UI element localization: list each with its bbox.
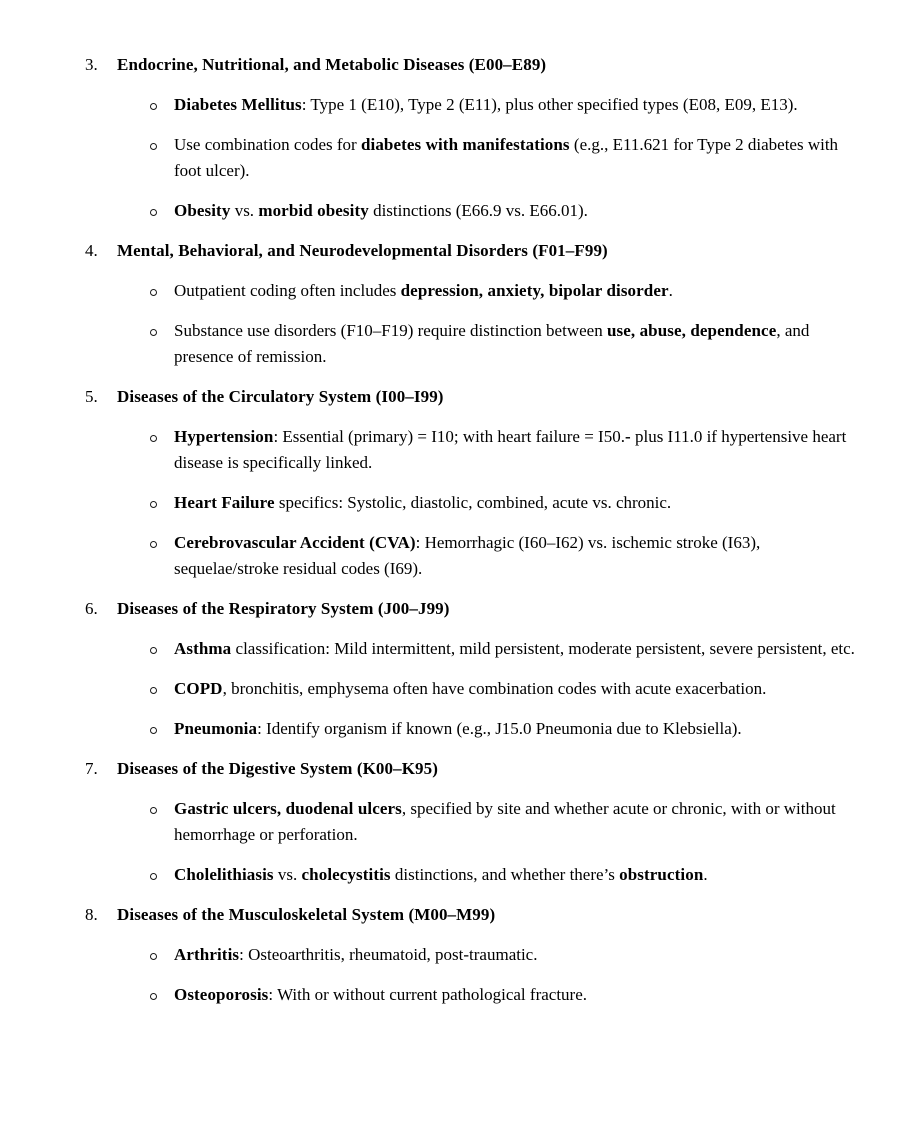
list-section [85,384,862,582]
bullet-item [85,530,862,582]
circle-bullet-icon [150,953,157,960]
bold-text: obstruction [619,865,704,884]
circle-bullet-icon [150,873,157,880]
plain-text: specifics: Systolic, diastolic, combined, acute vs. chronic. [274,493,672,512]
bullet-text [174,982,856,1008]
plain-text: : Osteoarthritis, rheumatoid, post-traumatic. [239,945,538,964]
bullet-item [85,198,862,224]
plain-text: distinctions (E66.9 vs. E66.01). [368,201,588,220]
circle-bullet-icon [150,727,157,734]
bold-text: Asthma [174,639,232,658]
plain-text: vs. [273,865,302,884]
circle-bullet-icon [150,329,157,336]
section-number: 6. [85,599,98,618]
bold-text: Arthritis [174,945,240,964]
bullet-group [85,278,862,370]
plain-text: : Identify organism if known (e.g., J15.0 Pneumonia due to Klebsiella). [257,719,742,738]
bullet-text [174,132,856,184]
bullet-item [85,92,862,118]
circle-bullet-icon [150,143,157,150]
section-number: 4. [85,241,98,260]
bullet-item [85,278,862,304]
circle-bullet-icon [150,687,157,694]
circle-bullet-icon [150,541,157,548]
plain-text: , bronchitis, emphysema often have combination codes with acute exacerbation. [222,679,767,698]
bullet-text [174,862,856,888]
list-section [85,902,862,1008]
section-header: Mental, Behavioral, and Neurodevelopmental Disorders (F01–F99) [117,241,608,260]
circle-bullet-icon [150,209,157,216]
bullet-text [174,676,856,702]
bullet-text [174,716,856,742]
circle-bullet-icon [150,435,157,442]
bullet-text [174,198,856,224]
bullet-text [174,92,856,118]
bullet-text [174,796,856,848]
bold-text: Cholelithiasis [174,865,274,884]
bullet-item [85,424,862,476]
section-header-row [85,902,862,928]
bold-text: Diabetes Mellitus [174,95,302,114]
list-section [85,596,862,742]
plain-text: vs. [230,201,259,220]
circle-bullet-icon [150,993,157,1000]
plain-text: distinctions, and whether there’s [390,865,620,884]
section-header: Endocrine, Nutritional, and Metabolic Diseases (E00–E89) [117,55,547,74]
bullet-item [85,716,862,742]
plain-text: classification: Mild intermittent, mild persistent, moderate persistent, severe persistent, etc. [231,639,855,658]
section-header: Diseases of the Circulatory System (I00–I99) [117,387,444,406]
plain-text: : With or without current pathological fracture. [268,985,587,1004]
section-header: Diseases of the Musculoskeletal System (M00–M99) [117,905,496,924]
bullet-text [174,942,856,968]
bullet-item [85,490,862,516]
bold-text: diabetes with manifestations [360,135,570,154]
bold-text: cholecystitis [301,865,391,884]
bullet-item [85,982,862,1008]
bullet-group [85,424,862,582]
section-number: 3. [85,55,98,74]
circle-bullet-icon [150,501,157,508]
plain-text: Use combination codes for [174,135,361,154]
circle-bullet-icon [150,103,157,110]
bold-text: Hypertension [174,427,274,446]
circle-bullet-icon [150,807,157,814]
bullet-text [174,318,856,370]
circle-bullet-icon [150,289,157,296]
section-header-row [85,238,862,264]
bullet-text [174,278,856,304]
bullet-group [85,942,862,1008]
circle-bullet-icon [150,647,157,654]
section-number: 5. [85,387,98,406]
bold-text: Obesity [174,201,231,220]
section-number: 8. [85,905,98,924]
bold-text: Cerebrovascular Accident (CVA) [174,533,416,552]
bullet-item [85,636,862,662]
plain-text: (e.g., E11.621 for Type 2 diabetes with foot ulcer). [174,135,839,180]
bullet-item [85,132,862,184]
bullet-item [85,318,862,370]
bullet-item [85,676,862,702]
bullet-text [174,530,856,582]
bold-text: COPD [174,679,223,698]
list-section [85,52,862,224]
bullet-item [85,862,862,888]
bullet-group [85,92,862,224]
section-header-row [85,596,862,622]
bold-text: Gastric ulcers, duodenal ulcers [174,799,402,818]
plain-text: . [668,281,673,300]
bold-text: - [624,427,631,446]
list-section [85,756,862,888]
bold-text: Osteoporosis [174,985,269,1004]
bold-text: Pneumonia [174,719,258,738]
plain-text: Substance use disorders (F10–F19) require distinction between [174,321,607,340]
bullet-text [174,490,856,516]
plain-text: : Type 1 (E10), Type 2 (E11), plus other specified types (E08, E09, E13). [301,95,798,114]
bold-text: use, abuse, dependence [606,321,777,340]
plain-text: . [703,865,708,884]
section-header-row [85,384,862,410]
bullet-group [85,636,862,742]
plain-text: , specified by site and whether acute or chronic, with or without hemorrhage or perforation. [174,799,836,844]
section-header: Diseases of the Respiratory System (J00–J99) [117,599,450,618]
bullet-item [85,796,862,848]
bold-text: Heart Failure [174,493,275,512]
section-header: Diseases of the Digestive System (K00–K95) [117,759,439,778]
bold-text: morbid obesity [258,201,369,220]
bullet-item [85,942,862,968]
plain-text: Outpatient coding often includes [174,281,401,300]
plain-text: : Essential (primary) = I10; with heart failure = I50. [273,427,625,446]
bullet-group [85,796,862,888]
bullet-text [174,636,856,662]
list-section [85,238,862,370]
bold-text: depression, anxiety, bipolar disorder [400,281,669,300]
plain-text: : Hemorrhagic (I60–I62) vs. ischemic stroke (I63), sequelae/stroke residual codes (I69). [174,533,761,578]
plain-text: , and presence of remission. [174,321,810,366]
plain-text: plus I11.0 if hypertensive heart disease is specifically linked. [174,427,847,472]
section-header-row [85,756,862,782]
section-number: 7. [85,759,98,778]
bullet-text [174,424,856,476]
section-header-row [85,52,862,78]
